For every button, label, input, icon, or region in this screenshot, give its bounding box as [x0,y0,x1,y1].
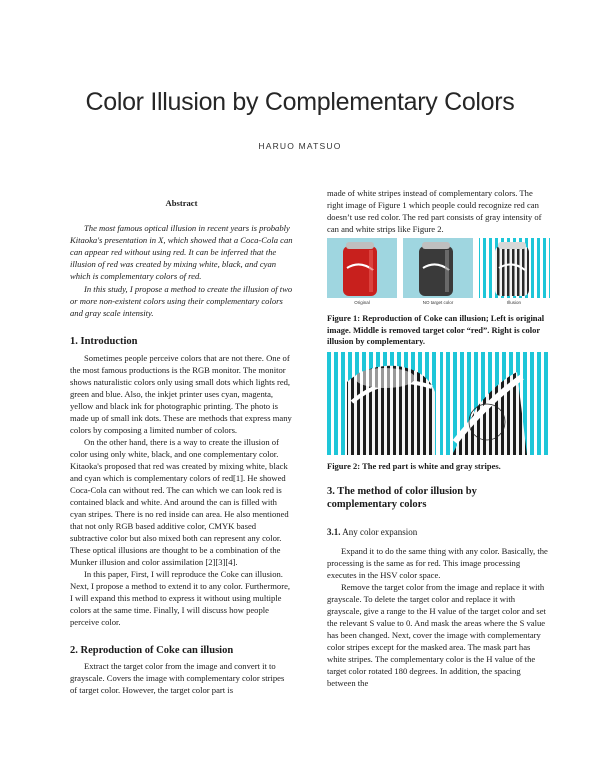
figure-1-label-no-target: NO target color [422,300,454,305]
body-paragraph: Remove the target color from the image and replace it with grayscale. To delete the target color and replace it with grayscale, give a range to the H value of the target color and set the relevant S value to 0. And mask the areas where the S value has been changed. Next, cover the image with complementary color stripes except for the masked area. The mask part has white stripes. The complementary color is the H value of the target color rotated 180 degrees. In addition, the spacing between the [327,582,546,688]
section-heading-reproduction: 2. Reproduction of Coke can illusion [70,645,234,656]
abstract-heading: Abstract [165,198,198,208]
figure-1-images [327,238,550,298]
body-paragraph: On the other hand, there is a way to create the illusion of color using only white, black, and one complementary color. Kitaoka's proposed that red was created by mixing white, black and cyan which is complementary colors of red[1]. He showed Coca-Cola can without red. The can which we can look red is contained black and white. And around the can is filled with cyan stripes. There is no red inside can area. He also mentioned that not only RGB based additive color, CMYK based subtractive color but also mixed both can represent any color. These optical illusions are thought to be a combination of the Munker illusion and color assimilation [2][3][4]. [70,437,289,567]
introduction-body [70,352,293,628]
reproduction-body [70,660,293,696]
figure-1-label-illusion: Illusion [506,300,521,305]
paper-title: Color Illusion by Complementary Colors [85,88,515,116]
body-paragraph: In this paper, First, I will reproduce the Coke can illusion. Next, I propose a method to extend it to any color. Furthermore, I will expand this method to express it without using multiple colors at the same time. Finally, I will discuss how people perceive color. [70,569,291,627]
no-target-color-image [403,238,473,298]
body-paragraph: made of white stripes instead of complementary colors. The right image of Figure 1 which people could recognize red can doesn’t use red color. The red part consists of gray intensity of can and white strips like Figure 2. [327,188,542,234]
figure-1 [327,238,550,306]
subsection-title: Any color expansion [342,527,418,537]
abstract-paragraph: The most famous optical illusion in recent years is probably Kitaoka's presentation in X, which showed that a Coca-Cola can can appear red without using red. It can be inferred that the illusion of red was created by mixing white, black, and cyan which is complementary colors of red. [70,223,293,281]
body-paragraph: Sometimes people perceive colors that are not there. One of the most famous productions is the RGB monitor. The monitor shows naturalistic colors only using small dots which lights red, green and blue. Also, the inkjet printer uses cyan, magenta, yellow and black ink for photographic printing. The photo is made up of small ink dots. These are methods that express many colors by composing a limited number of colors. [70,353,292,435]
abstract-body [70,222,293,319]
section-heading-method: 3. The method of color illusion by complementary colors [327,486,477,510]
figure-2-caption: Figure 2: The red part is white and gray stripes. [327,461,501,471]
method-body [327,545,550,689]
section-heading-introduction: 1. Introduction [70,336,138,347]
subsection-heading [327,526,550,538]
figure-1-label-original: Original [354,300,370,305]
abstract-paragraph: In this study, I propose a method to create the illusion of two or more non-existent colors using their complementary colors and gray scale intensity. [70,284,293,318]
author-name: HARUO MATSUO [258,141,342,151]
body-paragraph: Extract the target color from the image and convert it to grayscale. Covers the image with complementary color stripes of target color. However, the target color part is [70,661,285,695]
figure-2 [327,352,550,455]
figure-1-caption: Figure 1: Reproduction of Coke can illusion; Left is original image. Middle is removed target color “red”. Right is color illusion by complementary. [327,313,545,346]
reproduction-continued [327,187,550,235]
original-image [327,238,397,298]
body-paragraph: Expand it to do the same thing with any color. Basically, the processing is the same as for red. This image processing executes in the HSV color space. [327,546,548,580]
illusion-image [479,238,550,298]
subsection-number: 3.1. [327,527,341,537]
figure-2-image [327,352,550,455]
